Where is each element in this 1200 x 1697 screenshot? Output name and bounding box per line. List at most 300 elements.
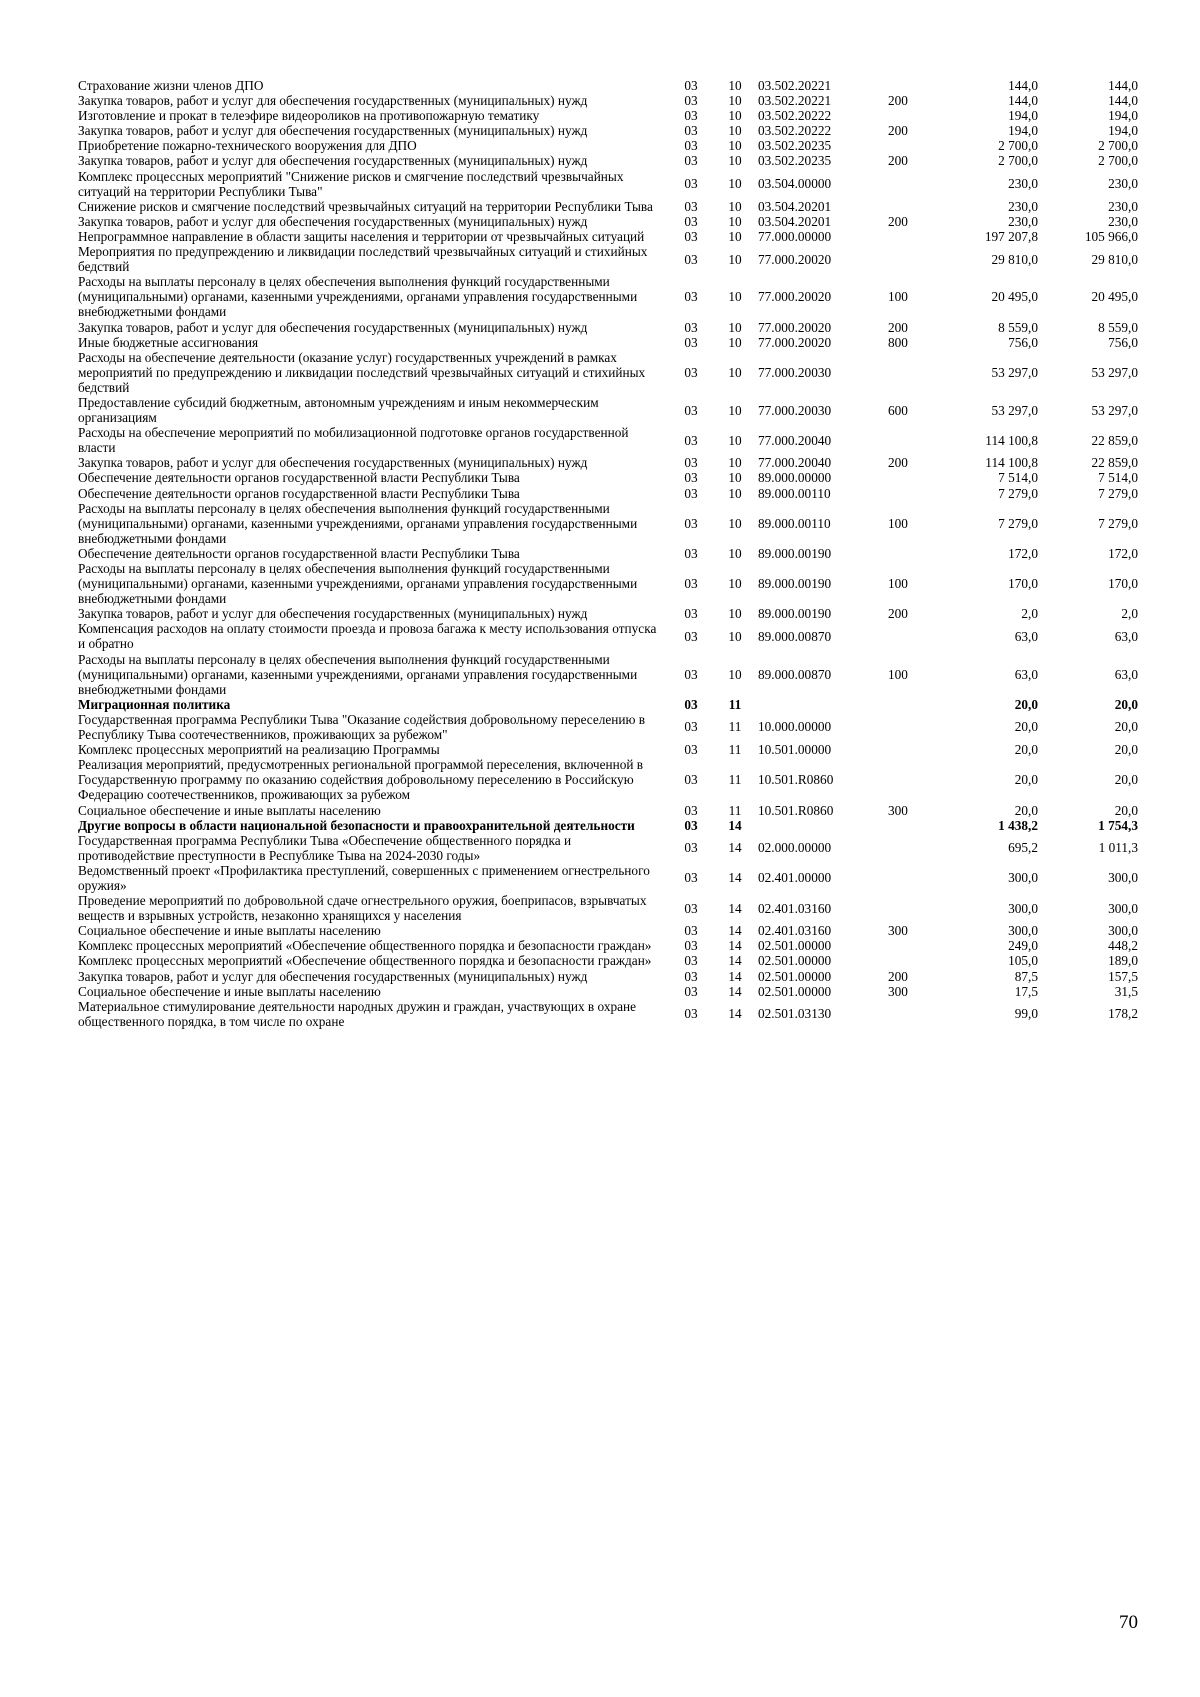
expense-type-code bbox=[888, 893, 938, 923]
section-code: 03 bbox=[684, 696, 698, 712]
amount-year-1: 695,2 bbox=[1008, 840, 1038, 856]
table-row bbox=[78, 757, 1138, 802]
budget-table bbox=[78, 78, 1138, 1029]
item-name: Закупка товаров, работ и услуг для обеспечения государственных (муниципальных) нужд bbox=[78, 93, 588, 109]
section-code: 03 bbox=[684, 606, 698, 622]
table-row bbox=[78, 803, 1138, 818]
subsection-code: 14 bbox=[728, 817, 742, 833]
table-row bbox=[78, 863, 1138, 893]
section-code: 03 bbox=[684, 319, 698, 335]
table-row bbox=[78, 486, 1138, 501]
target-article-code: 77.000.20030 bbox=[758, 402, 832, 418]
subsection-code: 10 bbox=[728, 319, 742, 335]
amount-year-2: 20,0 bbox=[1114, 772, 1138, 788]
item-name: Реализация мероприятий, предусмотренных региональной программой переселения, включенной в Государственную программу по оказанию содействия добровольному переселению в Российскую Федерацию соотечественников, проживающих за рубежом bbox=[78, 757, 644, 803]
amount-year-2: 157,5 bbox=[1108, 968, 1138, 984]
target-article-code: 02.501.00000 bbox=[758, 953, 832, 969]
item-name: Государственная программа Республики Тыва «Обеспечение общественного порядка и противодействие преступности в Республике Тыва на 2024-2030 годы» bbox=[78, 832, 572, 863]
expense-type-code bbox=[888, 229, 938, 244]
table-row bbox=[78, 833, 1138, 863]
target-article-code: 03.502.20235 bbox=[758, 138, 832, 154]
amount-year-2: 31,5 bbox=[1114, 983, 1138, 999]
amount-year-2: 53 297,0 bbox=[1091, 402, 1138, 418]
expense-type-code bbox=[888, 546, 938, 561]
amount-year-2: 1 754,3 bbox=[1098, 817, 1138, 833]
amount-year-1: 300,0 bbox=[1008, 923, 1038, 939]
subsection-code: 10 bbox=[728, 606, 742, 622]
section-code: 03 bbox=[684, 923, 698, 939]
amount-year-1: 20 495,0 bbox=[991, 289, 1038, 305]
subsection-code: 14 bbox=[728, 968, 742, 984]
target-article-code: 77.000.20040 bbox=[758, 455, 832, 471]
expense-type-code: 200 bbox=[888, 455, 908, 471]
amount-year-2: 756,0 bbox=[1108, 334, 1138, 350]
section-code: 03 bbox=[684, 251, 698, 267]
target-article-code bbox=[758, 697, 888, 712]
section-code: 03 bbox=[684, 870, 698, 886]
amount-year-2: 448,2 bbox=[1108, 938, 1138, 954]
target-article-code: 89.000.00190 bbox=[758, 606, 832, 622]
target-article-code: 89.000.00870 bbox=[758, 666, 832, 682]
section-code: 03 bbox=[684, 470, 698, 486]
table-row bbox=[78, 546, 1138, 561]
amount-year-1: 230,0 bbox=[1008, 176, 1038, 192]
target-article-code: 89.000.00110 bbox=[758, 485, 831, 501]
item-name: Закупка товаров, работ и услуг для обеспечения государственных (муниципальных) нужд bbox=[78, 968, 588, 984]
target-article-code: 02.000.00000 bbox=[758, 840, 832, 856]
expense-type-code: 300 bbox=[888, 923, 908, 939]
subsection-code: 14 bbox=[728, 1006, 742, 1022]
table-row bbox=[78, 621, 1138, 651]
amount-year-2: 144,0 bbox=[1108, 93, 1138, 109]
expense-type-code: 800 bbox=[888, 334, 908, 350]
amount-year-2: 144,0 bbox=[1108, 78, 1138, 93]
subsection-code: 14 bbox=[728, 953, 742, 969]
target-article-code: 03.502.20222 bbox=[758, 108, 832, 124]
table-row bbox=[78, 199, 1138, 214]
expense-type-code: 300 bbox=[888, 802, 908, 818]
target-article-code: 77.000.20020 bbox=[758, 319, 832, 335]
item-name: Иные бюджетные ассигнования bbox=[78, 334, 259, 350]
item-name: Расходы на выплаты персоналу в целях обеспечения выполнения функций государственными (муниципальными) органами, казенными учреждениями, органами управления государственными внебюджетными фондами bbox=[78, 500, 638, 546]
target-article-code: 77.000.20020 bbox=[758, 334, 832, 350]
expense-type-code: 200 bbox=[888, 213, 908, 229]
subsection-code: 10 bbox=[728, 485, 742, 501]
table-row bbox=[78, 138, 1138, 153]
subsection-code: 11 bbox=[728, 772, 742, 788]
item-name: Социальное обеспечение и иные выплаты населению bbox=[78, 923, 381, 939]
expense-type-code: 100 bbox=[888, 666, 908, 682]
target-article-code: 77.000.20040 bbox=[758, 432, 832, 448]
subsection-code: 11 bbox=[728, 719, 742, 735]
target-article-code: 89.000.00190 bbox=[758, 576, 832, 592]
section-code: 03 bbox=[684, 364, 698, 380]
expense-type-code bbox=[888, 712, 938, 742]
amount-year-1: 144,0 bbox=[1008, 93, 1038, 109]
table-row bbox=[78, 244, 1138, 274]
item-name: Материальное стимулирование деятельности народных дружин и граждан, участвующих в охране общественного порядка, в том числе по охране bbox=[78, 998, 637, 1029]
section-code: 03 bbox=[684, 968, 698, 984]
amount-year-1: 87,5 bbox=[1014, 968, 1038, 984]
target-article-code: 10.501.00000 bbox=[758, 742, 832, 758]
target-article-code: 77.000.20020 bbox=[758, 289, 832, 305]
subsection-code: 14 bbox=[728, 923, 742, 939]
amount-year-1: 300,0 bbox=[1008, 870, 1038, 886]
table-row bbox=[78, 320, 1138, 335]
section-code: 03 bbox=[684, 123, 698, 139]
item-name: Приобретение пожарно-технического вооружения для ДПО bbox=[78, 138, 417, 154]
amount-year-1: 20,0 bbox=[1014, 719, 1038, 735]
item-name: Закупка товаров, работ и услуг для обеспечения государственных (муниципальных) нужд bbox=[78, 123, 588, 139]
expense-type-code bbox=[888, 999, 938, 1029]
section-code: 03 bbox=[684, 1006, 698, 1022]
amount-year-2: 1 011,3 bbox=[1098, 840, 1138, 856]
expense-type-code: 200 bbox=[888, 319, 908, 335]
expense-type-code bbox=[888, 470, 938, 485]
subsection-code: 14 bbox=[728, 900, 742, 916]
item-name: Комплекс процессных мероприятий на реализацию Программы bbox=[78, 742, 440, 758]
amount-year-1: 2,0 bbox=[1021, 606, 1038, 622]
target-article-code: 03.504.00000 bbox=[758, 176, 832, 192]
section-code: 03 bbox=[684, 742, 698, 758]
subsection-code: 10 bbox=[728, 364, 742, 380]
amount-year-1: 230,0 bbox=[1008, 213, 1038, 229]
subsection-code: 10 bbox=[728, 334, 742, 350]
subsection-code: 10 bbox=[728, 628, 742, 644]
subsection-code: 10 bbox=[728, 78, 742, 93]
table-row bbox=[78, 93, 1138, 108]
table-row bbox=[78, 999, 1138, 1029]
section-code: 03 bbox=[684, 213, 698, 229]
subsection-code: 10 bbox=[728, 432, 742, 448]
amount-year-1: 53 297,0 bbox=[991, 402, 1038, 418]
amount-year-1: 172,0 bbox=[1008, 545, 1038, 561]
amount-year-2: 63,0 bbox=[1114, 628, 1138, 644]
expense-type-code: 200 bbox=[888, 606, 908, 622]
amount-year-2: 172,0 bbox=[1108, 545, 1138, 561]
target-article-code: 10.501.R0860 bbox=[758, 802, 834, 818]
item-name: Мероприятия по предупреждению и ликвидации последствий чрезвычайных ситуаций и стихийных бедствий bbox=[78, 244, 648, 275]
table-row bbox=[78, 697, 1138, 712]
subsection-code: 10 bbox=[728, 176, 742, 192]
amount-year-1: 2 700,0 bbox=[998, 153, 1038, 169]
item-name: Миграционная политика bbox=[78, 696, 231, 712]
amount-year-1: 8 559,0 bbox=[998, 319, 1038, 335]
amount-year-2: 7 514,0 bbox=[1098, 470, 1138, 486]
amount-year-2: 7 279,0 bbox=[1098, 515, 1138, 531]
item-name: Другие вопросы в области национальной безопасности и правоохранительной деятельности bbox=[78, 817, 635, 833]
target-article-code bbox=[758, 818, 888, 833]
amount-year-2: 20 495,0 bbox=[1091, 289, 1138, 305]
amount-year-2: 63,0 bbox=[1114, 666, 1138, 682]
target-article-code: 10.501.R0860 bbox=[758, 772, 834, 788]
subsection-code: 10 bbox=[728, 108, 742, 124]
amount-year-1: 2 700,0 bbox=[998, 138, 1038, 154]
amount-year-1: 1 438,2 bbox=[998, 817, 1038, 833]
amount-year-2: 8 559,0 bbox=[1098, 319, 1138, 335]
subsection-code: 10 bbox=[728, 455, 742, 471]
subsection-code: 14 bbox=[728, 840, 742, 856]
target-article-code: 03.502.20221 bbox=[758, 78, 832, 93]
amount-year-2: 20,0 bbox=[1114, 742, 1138, 758]
section-code: 03 bbox=[684, 666, 698, 682]
target-article-code: 77.000.20020 bbox=[758, 251, 832, 267]
subsection-code: 14 bbox=[728, 983, 742, 999]
amount-year-1: 63,0 bbox=[1014, 628, 1038, 644]
amount-year-1: 300,0 bbox=[1008, 900, 1038, 916]
section-code: 03 bbox=[684, 840, 698, 856]
expense-type-code: 300 bbox=[888, 983, 908, 999]
expense-type-code: 200 bbox=[888, 93, 908, 109]
item-name: Ведомственный проект «Профилактика преступлений, совершенных с применением огнестрельного оружия» bbox=[78, 862, 650, 893]
item-name: Предоставление субсидий бюджетным, автономным учреждениям и иным некоммерческим организациям bbox=[78, 394, 599, 426]
section-code: 03 bbox=[684, 153, 698, 169]
subsection-code: 10 bbox=[728, 251, 742, 267]
expense-type-code bbox=[888, 621, 938, 651]
table-row bbox=[78, 78, 1138, 93]
table-row bbox=[78, 214, 1138, 229]
expense-type-code bbox=[888, 78, 938, 93]
amount-year-1: 63,0 bbox=[1014, 666, 1038, 682]
section-code: 03 bbox=[684, 545, 698, 561]
table-row bbox=[78, 818, 1138, 833]
table-row bbox=[78, 984, 1138, 999]
item-name: Закупка товаров, работ и услуг для обеспечения государственных (муниципальных) нужд bbox=[78, 319, 588, 335]
expense-type-code bbox=[888, 108, 938, 123]
table-row bbox=[78, 470, 1138, 485]
expense-type-code: 600 bbox=[888, 402, 908, 418]
table-row bbox=[78, 169, 1138, 199]
table-row bbox=[78, 953, 1138, 968]
budget-table-body bbox=[78, 78, 1138, 1029]
item-name: Снижение рисков и смягчение последствий чрезвычайных ситуаций на территории Республики Тыва bbox=[78, 198, 653, 214]
amount-year-2: 2,0 bbox=[1121, 606, 1138, 622]
table-row bbox=[78, 425, 1138, 455]
target-article-code: 89.000.00110 bbox=[758, 515, 831, 531]
amount-year-1: 114 100,8 bbox=[985, 455, 1038, 471]
section-code: 03 bbox=[684, 289, 698, 305]
section-code: 03 bbox=[684, 628, 698, 644]
table-row bbox=[78, 153, 1138, 168]
item-name: Закупка товаров, работ и услуг для обеспечения государственных (муниципальных) нужд bbox=[78, 455, 588, 471]
target-article-code: 89.000.00190 bbox=[758, 545, 832, 561]
amount-year-1: 170,0 bbox=[1008, 576, 1038, 592]
amount-year-1: 114 100,8 bbox=[985, 432, 1038, 448]
subsection-code: 11 bbox=[728, 802, 742, 818]
table-row bbox=[78, 742, 1138, 757]
table-row bbox=[78, 938, 1138, 953]
amount-year-1: 7 514,0 bbox=[998, 470, 1038, 486]
table-row bbox=[78, 893, 1138, 923]
amount-year-1: 7 279,0 bbox=[998, 485, 1038, 501]
table-row bbox=[78, 712, 1138, 742]
item-name: Закупка товаров, работ и услуг для обеспечения государственных (муниципальных) нужд bbox=[78, 153, 588, 169]
amount-year-1: 230,0 bbox=[1008, 198, 1038, 214]
target-article-code: 77.000.20030 bbox=[758, 364, 832, 380]
subsection-code: 10 bbox=[728, 470, 742, 486]
item-name: Социальное обеспечение и иные выплаты населению bbox=[78, 802, 381, 818]
section-code: 03 bbox=[684, 455, 698, 471]
target-article-code: 02.501.03130 bbox=[758, 1006, 832, 1022]
item-name: Страхование жизни членов ДПО bbox=[78, 78, 264, 93]
amount-year-2: 189,0 bbox=[1108, 953, 1138, 969]
target-article-code: 03.502.20235 bbox=[758, 153, 832, 169]
subsection-code: 14 bbox=[728, 938, 742, 954]
expense-type-code bbox=[888, 138, 938, 153]
table-row bbox=[78, 606, 1138, 621]
subsection-code: 10 bbox=[728, 228, 742, 244]
item-name: Компенсация расходов на оплату стоимости проезда и провоза багажа к месту использования отпуска и обратно bbox=[78, 621, 657, 652]
amount-year-1: 17,5 bbox=[1014, 983, 1038, 999]
expense-type-code bbox=[888, 757, 938, 802]
table-row bbox=[78, 652, 1138, 697]
expense-type-code bbox=[888, 169, 938, 199]
section-code: 03 bbox=[684, 176, 698, 192]
table-row bbox=[78, 335, 1138, 350]
section-code: 03 bbox=[684, 228, 698, 244]
subsection-code: 10 bbox=[728, 213, 742, 229]
item-name: Проведение мероприятий по добровольной сдаче огнестрельного оружия, боеприпасов, взрывчатых веществ и взрывных устройств, незаконно хранящихся у населения bbox=[78, 893, 647, 924]
amount-year-1: 249,0 bbox=[1008, 938, 1038, 954]
target-article-code: 02.501.00000 bbox=[758, 938, 832, 954]
amount-year-2: 300,0 bbox=[1108, 870, 1138, 886]
item-name: Расходы на выплаты персоналу в целях обеспечения выполнения функций государственными (муниципальными) органами, казенными учреждениями, органами управления государственными внебюджетными фондами bbox=[78, 274, 638, 320]
amount-year-2: 300,0 bbox=[1108, 923, 1138, 939]
amount-year-2: 230,0 bbox=[1108, 176, 1138, 192]
expense-type-code bbox=[888, 953, 938, 968]
item-name: Обеспечение деятельности органов государственной власти Республики Тыва bbox=[78, 485, 520, 501]
target-article-code: 03.502.20222 bbox=[758, 123, 832, 139]
amount-year-1: 7 279,0 bbox=[998, 515, 1038, 531]
amount-year-2: 22 859,0 bbox=[1091, 432, 1138, 448]
target-article-code: 89.000.00000 bbox=[758, 470, 832, 486]
expense-type-code bbox=[888, 244, 938, 274]
table-row bbox=[78, 455, 1138, 470]
amount-year-1: 20,0 bbox=[1014, 802, 1038, 818]
amount-year-2: 22 859,0 bbox=[1091, 455, 1138, 471]
amount-year-2: 2 700,0 bbox=[1098, 138, 1138, 154]
amount-year-2: 53 297,0 bbox=[1091, 364, 1138, 380]
section-code: 03 bbox=[684, 802, 698, 818]
table-row bbox=[78, 561, 1138, 606]
section-code: 03 bbox=[684, 515, 698, 531]
section-code: 03 bbox=[684, 138, 698, 154]
amount-year-1: 197 207,8 bbox=[984, 228, 1038, 244]
section-code: 03 bbox=[684, 334, 698, 350]
section-code: 03 bbox=[684, 983, 698, 999]
amount-year-2: 178,2 bbox=[1108, 1006, 1138, 1022]
section-code: 03 bbox=[684, 78, 698, 93]
subsection-code: 11 bbox=[728, 742, 742, 758]
expense-type-code bbox=[888, 199, 938, 214]
expense-type-code bbox=[888, 863, 938, 893]
item-name: Расходы на выплаты персоналу в целях обеспечения выполнения функций государственными (муниципальными) органами, казенными учреждениями, органами управления государственными внебюджетными фондами bbox=[78, 651, 638, 697]
section-code: 03 bbox=[684, 108, 698, 124]
subsection-code: 10 bbox=[728, 576, 742, 592]
expense-type-code bbox=[888, 425, 938, 455]
amount-year-2: 194,0 bbox=[1108, 108, 1138, 124]
item-name: Непрограммное направление в области защиты населения и территории от чрезвычайных ситуаций bbox=[78, 228, 645, 244]
amount-year-1: 194,0 bbox=[1008, 108, 1038, 124]
target-article-code: 02.401.00000 bbox=[758, 870, 832, 886]
amount-year-2: 194,0 bbox=[1108, 123, 1138, 139]
target-article-code: 02.401.03160 bbox=[758, 900, 832, 916]
subsection-code: 10 bbox=[728, 93, 742, 109]
amount-year-1: 144,0 bbox=[1008, 78, 1038, 93]
section-code: 03 bbox=[684, 93, 698, 109]
item-name: Расходы на обеспечение мероприятий по мобилизационной подготовке органов государственной власти bbox=[78, 425, 629, 456]
amount-year-1: 20,0 bbox=[1014, 742, 1038, 758]
subsection-code: 10 bbox=[728, 138, 742, 154]
subsection-code: 11 bbox=[728, 696, 742, 712]
target-article-code: 02.501.00000 bbox=[758, 968, 832, 984]
page-number: 70 bbox=[1119, 1612, 1138, 1633]
table-row bbox=[78, 969, 1138, 984]
section-code: 03 bbox=[684, 817, 698, 833]
item-name: Расходы на обеспечение деятельности (оказание услуг) государственных учреждений в рамках мероприятий по предупреждению и ликвидации последствий чрезвычайных ситуаций и стихийных бедствий bbox=[78, 349, 646, 395]
target-article-code: 03.504.20201 bbox=[758, 198, 832, 214]
expense-type-code: 100 bbox=[888, 289, 908, 305]
section-code: 03 bbox=[684, 772, 698, 788]
amount-year-1: 20,0 bbox=[1014, 696, 1038, 712]
amount-year-1: 99,0 bbox=[1014, 1006, 1038, 1022]
expense-type-code: 100 bbox=[888, 515, 908, 531]
expense-type-code: 200 bbox=[888, 153, 908, 169]
expense-type-code bbox=[888, 938, 938, 953]
table-row bbox=[78, 350, 1138, 395]
expense-type-code: 200 bbox=[888, 968, 908, 984]
section-code: 03 bbox=[684, 198, 698, 214]
amount-year-2: 300,0 bbox=[1108, 900, 1138, 916]
item-name: Социальное обеспечение и иные выплаты населению bbox=[78, 983, 381, 999]
expense-type-code: 200 bbox=[888, 123, 908, 139]
target-article-code: 03.504.20201 bbox=[758, 213, 832, 229]
subsection-code: 14 bbox=[728, 870, 742, 886]
amount-year-2: 20,0 bbox=[1114, 719, 1138, 735]
table-row bbox=[78, 229, 1138, 244]
amount-year-2: 29 810,0 bbox=[1091, 251, 1138, 267]
amount-year-1: 20,0 bbox=[1014, 772, 1038, 788]
expense-type-code: 100 bbox=[888, 576, 908, 592]
target-article-code: 89.000.00870 bbox=[758, 628, 832, 644]
amount-year-2: 20,0 bbox=[1114, 696, 1138, 712]
item-name: Государственная программа Республики Тыва "Оказание содействия добровольному переселению в Республику Тыва соотечественников, проживающих за рубежом" bbox=[78, 711, 646, 743]
item-name: Комплекс процессных мероприятий «Обеспечение общественного порядка и безопасности граждан» bbox=[78, 938, 652, 954]
subsection-code: 10 bbox=[728, 123, 742, 139]
table-row bbox=[78, 123, 1138, 138]
table-row bbox=[78, 395, 1138, 425]
amount-year-2: 170,0 bbox=[1108, 576, 1138, 592]
expense-type-code bbox=[888, 350, 938, 395]
section-code: 03 bbox=[684, 938, 698, 954]
target-article-code: 10.000.00000 bbox=[758, 719, 832, 735]
section-code: 03 bbox=[684, 953, 698, 969]
subsection-code: 10 bbox=[728, 198, 742, 214]
amount-year-1: 53 297,0 bbox=[991, 364, 1038, 380]
section-code: 03 bbox=[684, 900, 698, 916]
target-article-code: 02.501.00000 bbox=[758, 983, 832, 999]
table-row bbox=[78, 923, 1138, 938]
item-name: Комплекс процессных мероприятий "Снижение рисков и смягчение последствий чрезвычайных ситуаций на территории Республики Тыва" bbox=[78, 168, 624, 199]
expense-type-code bbox=[888, 697, 938, 712]
expense-type-code bbox=[888, 818, 938, 833]
table-row bbox=[78, 501, 1138, 546]
table-row bbox=[78, 274, 1138, 319]
section-code: 03 bbox=[684, 432, 698, 448]
subsection-code: 10 bbox=[728, 153, 742, 169]
expense-type-code bbox=[888, 486, 938, 501]
section-code: 03 bbox=[684, 402, 698, 418]
